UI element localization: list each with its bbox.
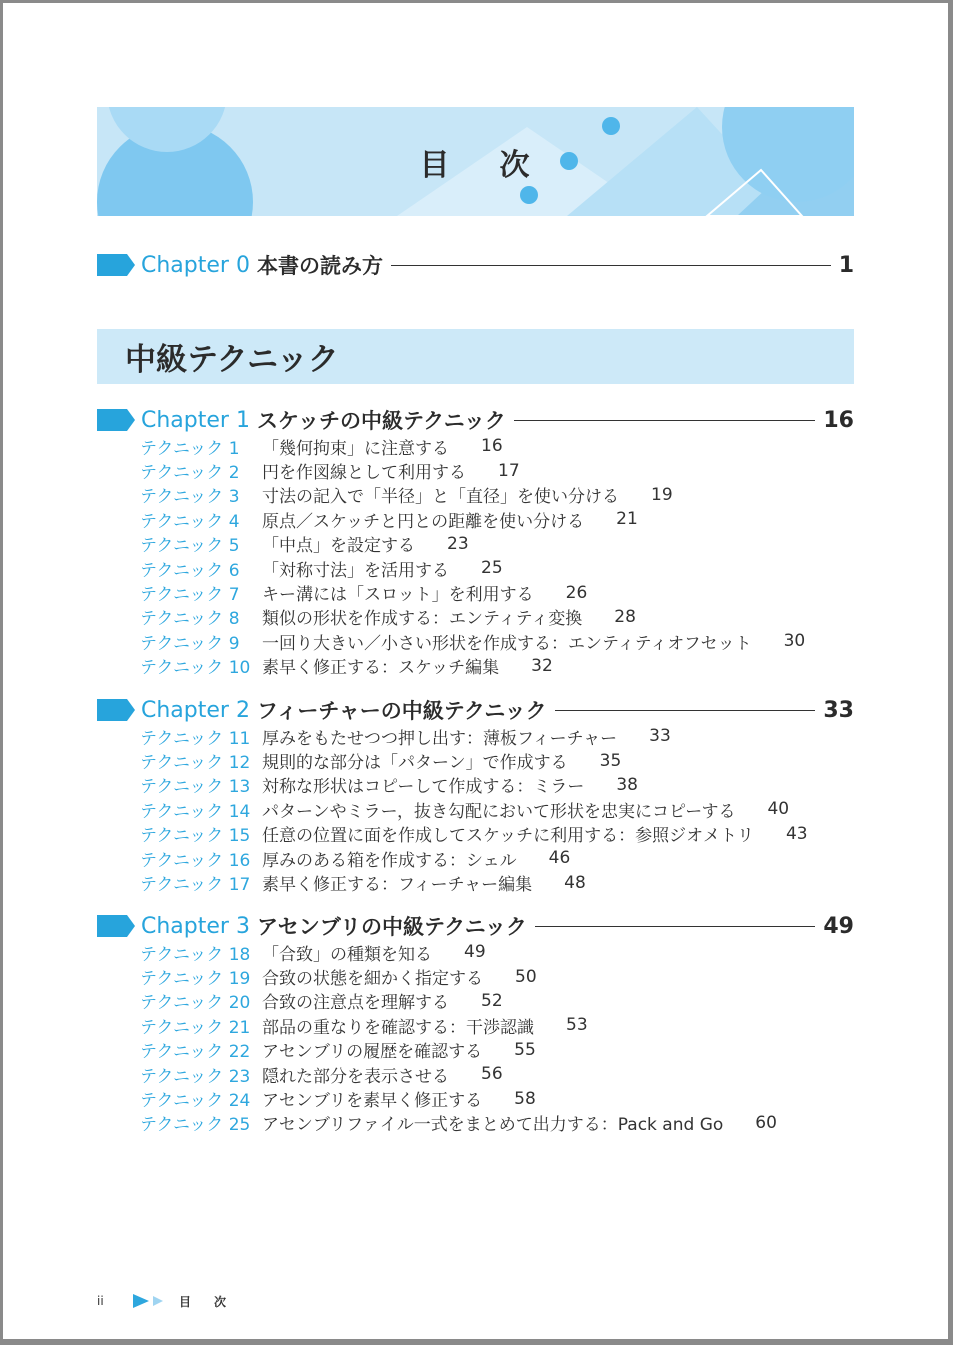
tech-title: 円を作図線として利用する	[262, 463, 466, 484]
list-item[interactable]	[140, 532, 805, 556]
tech-page: 17	[498, 460, 520, 481]
leader-line	[555, 710, 816, 711]
tech-title: パターンやミラー，抜き勾配において形状を忠実にコピーする	[262, 801, 736, 822]
chapter-3-row[interactable]	[97, 912, 854, 940]
list-item[interactable]	[140, 822, 808, 846]
chapter-page: 16	[823, 407, 854, 433]
tech-page: 19	[651, 484, 673, 505]
tech-page: 23	[447, 533, 469, 554]
tech-label: テクニック 6	[140, 560, 240, 581]
chapter-page: 33	[823, 697, 854, 723]
tech-page: 16	[481, 436, 503, 457]
tech-title: 規則的な部分は「パターン」で作成する	[262, 753, 568, 774]
chapter-2-row[interactable]	[97, 696, 854, 724]
leader-line	[514, 420, 816, 421]
toc-banner	[97, 107, 854, 216]
tech-page: 30	[783, 631, 806, 652]
list-item[interactable]	[140, 507, 805, 531]
page-title	[97, 107, 854, 216]
footer-arrow-icon	[133, 1293, 169, 1309]
tech-title: 寸法の記入で「半径」と「直径」を使い分ける	[262, 487, 619, 508]
chapter-1-list	[140, 434, 805, 678]
tech-page: 49	[464, 942, 486, 963]
tech-title: 隠れた部分を表示させる	[262, 1066, 449, 1087]
tech-page: 38	[616, 774, 638, 795]
tech-label: テクニック 9	[140, 633, 240, 654]
tech-label: テクニック 13	[140, 777, 251, 798]
chapter-0-row[interactable]	[97, 251, 854, 279]
tech-label: テクニック 16	[140, 850, 251, 871]
list-item[interactable]	[140, 748, 808, 772]
chapter-title: フィーチャーの中級テクニック	[257, 699, 547, 723]
list-item[interactable]	[140, 580, 805, 604]
list-item[interactable]	[140, 940, 777, 964]
chapter-label: Chapter 3	[141, 913, 250, 939]
list-item[interactable]	[140, 1013, 777, 1037]
tech-title: 原点／スケッチと円との距離を使い分ける	[262, 511, 585, 532]
list-item[interactable]	[140, 1111, 777, 1135]
tech-label: テクニック 11	[140, 728, 251, 749]
list-item[interactable]	[140, 458, 805, 482]
list-item[interactable]	[140, 434, 805, 458]
tech-title: アセンブリの履歴を確認する	[262, 1042, 483, 1063]
list-item[interactable]	[140, 1062, 777, 1086]
tech-page: 26	[565, 582, 588, 603]
tech-title: 任意の位置に面を作成してスケッチに利用する：参照ジオメトリ	[262, 826, 754, 847]
tech-title: キー溝には「スロット」を利用する	[262, 585, 534, 606]
list-item[interactable]	[140, 846, 808, 870]
tech-title: 「幾何拘束」に注意する	[262, 438, 449, 459]
chapter-3-list	[140, 940, 777, 1135]
tech-label: テクニック 25	[140, 1115, 251, 1136]
tech-title: 合致の状態を細かく指定する	[262, 969, 483, 990]
tech-label: テクニック 20	[140, 993, 251, 1014]
chapter-page: 49	[823, 913, 854, 939]
tech-label: テクニック 3	[140, 487, 240, 508]
chapter-title: 本書の読み方	[257, 254, 383, 278]
list-item[interactable]	[140, 964, 777, 988]
chapter-title: スケッチの中級テクニック	[257, 409, 506, 433]
tech-label: テクニック 15	[140, 826, 251, 847]
tech-title: 厚みのある箱を作成する：シェル	[262, 850, 517, 871]
list-item[interactable]	[140, 483, 805, 507]
tech-title: 「対称寸法」を活用する	[262, 560, 449, 581]
tech-page: 53	[566, 1015, 588, 1036]
tech-title: 「合致」の種類を知る	[262, 944, 432, 965]
tech-label: テクニック 5	[140, 536, 240, 557]
tech-page: 33	[649, 726, 671, 747]
list-item[interactable]	[140, 1038, 777, 1062]
list-item[interactable]	[140, 654, 805, 678]
chapter-label: Chapter 1	[141, 407, 250, 433]
tech-label: テクニック 24	[140, 1091, 251, 1112]
chapter-label: Chapter 2	[141, 697, 250, 723]
tech-page: 21	[616, 509, 638, 530]
chapter-arrow-icon	[97, 254, 135, 276]
tech-page: 25	[481, 558, 503, 579]
footer-title-char-1: 目	[179, 1294, 193, 1309]
tech-label: テクニック 22	[140, 1042, 251, 1063]
chapter-label: Chapter 0	[141, 252, 250, 278]
chapter-1-row[interactable]	[97, 406, 854, 434]
section-title: 中級テクニック	[125, 342, 339, 378]
tech-page: 58	[514, 1088, 536, 1109]
tech-label: テクニック 10	[140, 658, 251, 679]
tech-page: 56	[481, 1064, 503, 1085]
tech-title: 素早く修正する：スケッチ編集	[262, 658, 500, 679]
chapter-arrow-icon	[97, 409, 135, 431]
leader-line	[535, 926, 816, 927]
tech-page: 52	[481, 990, 503, 1011]
tech-page: 43	[785, 823, 808, 844]
tech-label: テクニック 14	[140, 801, 251, 822]
list-item[interactable]	[140, 556, 805, 580]
footer-title	[179, 1293, 227, 1310]
tech-label: テクニック 19	[140, 969, 251, 990]
tech-page: 46	[548, 848, 571, 869]
tech-label: テクニック 18	[140, 944, 251, 965]
tech-page: 28	[614, 606, 636, 627]
chapter-page: 1	[838, 252, 854, 278]
tech-label: テクニック 21	[140, 1017, 251, 1038]
list-item[interactable]	[140, 870, 808, 894]
tech-title: 合致の注意点を理解する	[262, 993, 449, 1014]
leader-line	[391, 265, 831, 266]
section-band	[97, 329, 854, 384]
tech-page: 35	[599, 750, 622, 771]
tech-title: 厚みをもたせつつ押し出す：薄板フィーチャー	[262, 728, 618, 749]
footer-page-number: ii	[97, 1294, 104, 1308]
tech-label: テクニック 2	[140, 463, 240, 484]
chapter-title: アセンブリの中級テクニック	[257, 915, 527, 939]
tech-label: テクニック 12	[140, 753, 251, 774]
list-item[interactable]	[140, 797, 808, 821]
tech-label: テクニック 8	[140, 609, 240, 630]
list-item[interactable]	[140, 724, 808, 748]
page-footer	[97, 1291, 227, 1311]
list-item[interactable]	[140, 773, 808, 797]
chapter-arrow-icon	[97, 915, 135, 937]
title-char-2: 次	[499, 147, 532, 183]
tech-label: テクニック 1	[140, 438, 240, 459]
tech-page: 40	[767, 799, 790, 820]
footer-title-char-2: 次	[214, 1294, 228, 1309]
tech-title: 部品の重なりを確認する：干渉認識	[262, 1017, 534, 1038]
list-item[interactable]	[140, 1086, 777, 1110]
tech-title: 素早く修正する：フィーチャー編集	[262, 875, 533, 896]
title-char-1: 目	[419, 147, 452, 183]
tech-page: 48	[564, 872, 586, 893]
chapter-arrow-icon	[97, 699, 135, 721]
tech-title: 「中点」を設定する	[262, 536, 415, 557]
page	[3, 3, 948, 1339]
tech-label: テクニック 17	[140, 875, 251, 896]
tech-title: アセンブリを素早く修正する	[262, 1091, 483, 1112]
tech-page: 32	[531, 655, 553, 676]
tech-label: テクニック 23	[140, 1066, 251, 1087]
tech-page: 60	[755, 1112, 777, 1133]
tech-page: 50	[515, 966, 537, 987]
tech-title: 類似の形状を作成する：エンティティ変換	[262, 609, 583, 630]
list-item[interactable]	[140, 629, 805, 653]
list-item[interactable]	[140, 989, 777, 1013]
tech-label: テクニック 4	[140, 511, 240, 532]
tech-label: テクニック 7	[140, 585, 240, 606]
chapter-2-list	[140, 724, 808, 895]
list-item[interactable]	[140, 605, 805, 629]
tech-title: 対称な形状はコピーして作成する：ミラー	[262, 777, 585, 798]
tech-title: 一回り大きい／小さい形状を作成する：エンティティオフセット	[262, 633, 752, 654]
tech-title: アセンブリファイル一式をまとめて出力する：Pack and Go	[262, 1115, 724, 1136]
tech-page: 55	[514, 1039, 536, 1060]
